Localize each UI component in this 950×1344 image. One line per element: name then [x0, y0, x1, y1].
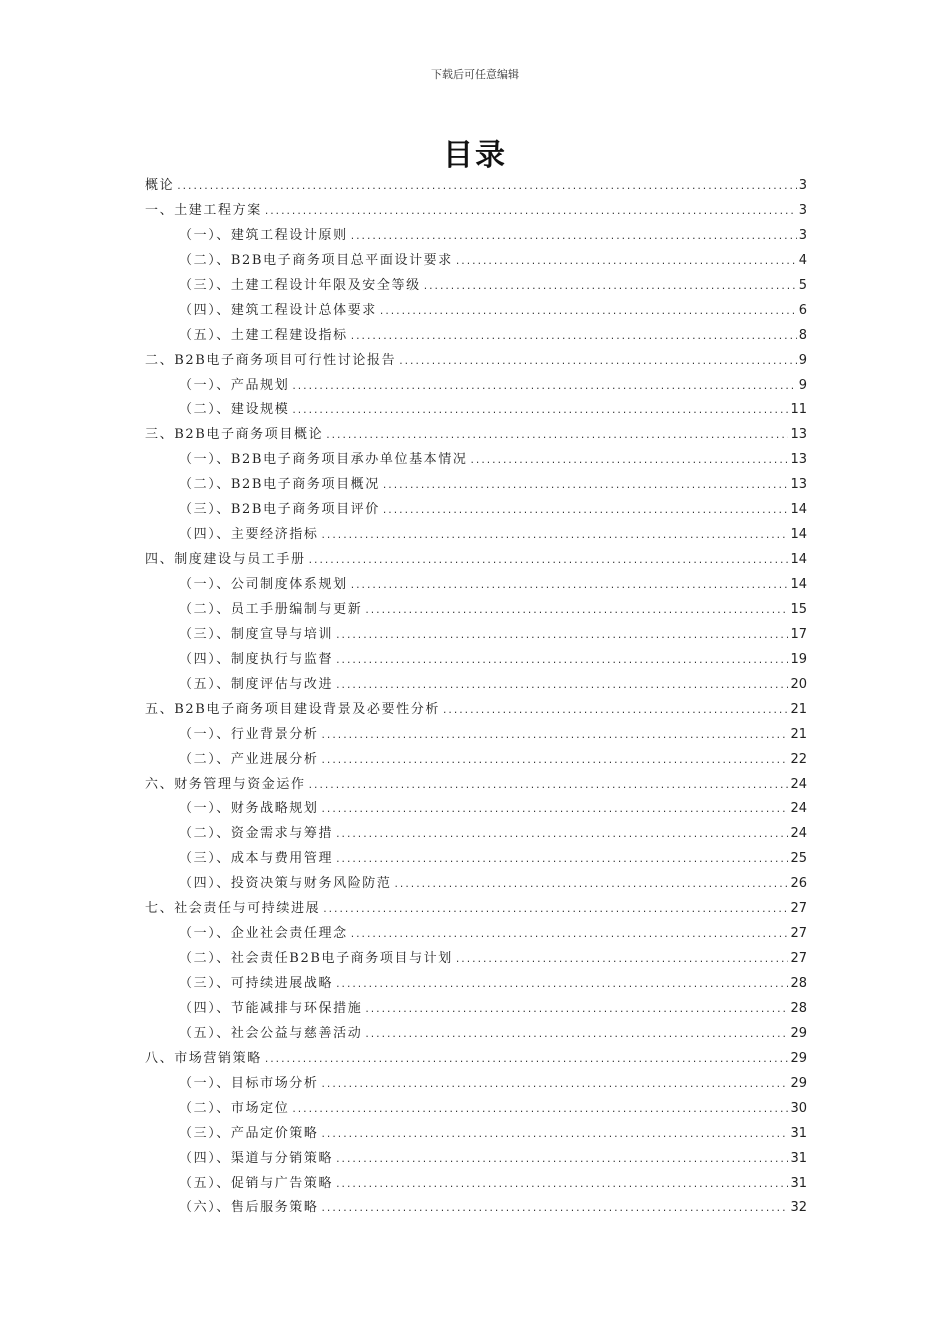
toc-entry[interactable]	[145, 872, 807, 897]
dot-leader	[442, 699, 788, 724]
toc-entry-page-number: 3	[798, 178, 807, 193]
toc-entry[interactable]	[145, 498, 807, 523]
dot-leader	[321, 798, 789, 823]
toc-entry-label: 七、社会责任与可持续进展	[145, 901, 321, 917]
toc-entry[interactable]	[145, 797, 807, 822]
toc-entry-page-number: 4	[798, 252, 807, 268]
toc-entry-label: （一）、企业社会责任理念	[179, 926, 348, 942]
toc-entry-label: （三）、产品定价策略	[179, 1125, 319, 1141]
toc-entry-page-number: 11	[790, 402, 807, 418]
toc-entry[interactable]	[145, 1122, 807, 1147]
toc-entry[interactable]	[145, 1172, 807, 1197]
toc-entry-page-number: 14	[790, 527, 807, 543]
toc-entry-label: 四、制度建设与员工手册	[145, 552, 306, 568]
toc-entry-label: （二）、B2B电子商务项目概况	[179, 477, 380, 493]
toc-entry-page-number: 9	[798, 352, 807, 368]
dot-leader	[455, 948, 789, 973]
toc-entry[interactable]	[145, 299, 807, 324]
toc-entry[interactable]	[145, 274, 807, 299]
toc-entry[interactable]	[145, 548, 807, 573]
toc-entry[interactable]	[145, 1022, 807, 1047]
toc-entry-page-number: 26	[790, 876, 807, 892]
dot-leader	[423, 275, 797, 300]
dot-leader	[350, 225, 797, 250]
dot-leader	[335, 823, 788, 848]
toc-entry-label: （二）、资金需求与筹措	[179, 826, 334, 842]
toc-entry-page-number: 28	[790, 976, 807, 991]
toc-entry[interactable]	[145, 947, 807, 972]
toc-entry-label: （一）、目标市场分析	[179, 1075, 319, 1091]
toc-entry[interactable]	[145, 997, 807, 1022]
toc-entry-label: （三）、成本与费用管理	[179, 851, 334, 867]
toc-entry-page-number: 31	[790, 1150, 807, 1166]
toc-entry-label: （四）、建筑工程设计总体要求	[179, 302, 377, 318]
toc-entry-label: （一）、建筑工程设计原则	[179, 227, 348, 243]
dot-leader	[321, 1197, 789, 1222]
toc-entry[interactable]	[145, 448, 807, 473]
toc-entry-label: （五）、社会公益与慈善活动	[179, 1025, 363, 1041]
toc-entry-page-number: 14	[790, 552, 807, 568]
toc-entry[interactable]	[145, 822, 807, 847]
toc-entry-page-number: 13	[790, 427, 807, 443]
toc-entry-label: （三）、土建工程设计年限及安全等级	[179, 277, 421, 293]
toc-entry-page-number: 21	[790, 701, 807, 717]
toc-entry[interactable]	[145, 398, 807, 423]
toc-entry-page-number: 24	[790, 801, 807, 817]
dot-leader	[335, 973, 788, 998]
toc-entry-label: （二）、市场定位	[179, 1100, 290, 1116]
dot-leader	[335, 624, 788, 649]
dot-leader	[308, 774, 789, 799]
dot-leader	[379, 300, 797, 325]
toc-entry[interactable]	[145, 773, 807, 798]
toc-entry[interactable]	[145, 847, 807, 872]
toc-entry[interactable]	[145, 199, 807, 224]
toc-entry-page-number: 27	[790, 951, 807, 967]
toc-entry-label: （三）、可持续进展战略	[179, 976, 334, 991]
toc-entry-page-number: 3	[798, 202, 807, 218]
toc-entry[interactable]	[145, 897, 807, 922]
header-note: 下载后可任意编辑	[431, 68, 519, 81]
toc-entry-label: （四）、投资决策与财务风险防范	[179, 876, 392, 892]
toc-entry-page-number: 31	[790, 1175, 807, 1191]
toc-entry[interactable]	[145, 698, 807, 723]
toc-entry-label: （二）、建设规模	[179, 402, 290, 418]
toc-entry-label: （四）、制度执行与监督	[179, 651, 334, 667]
dot-leader	[176, 175, 797, 200]
dot-leader	[364, 998, 788, 1023]
toc-entry-page-number: 31	[790, 1125, 807, 1141]
toc-entry-label: （五）、土建工程建设指标	[179, 327, 348, 343]
dot-leader	[335, 674, 788, 699]
toc-entry[interactable]	[145, 648, 807, 673]
toc-entry-page-number: 29	[790, 1075, 807, 1091]
toc-entry-label: （三）、B2B电子商务项目评价	[179, 502, 380, 518]
dot-leader	[335, 1148, 788, 1173]
toc-entry-page-number: 6	[798, 302, 807, 318]
dot-leader	[322, 898, 788, 923]
toc-entry[interactable]	[145, 374, 807, 399]
toc-entry-page-number: 9	[798, 377, 807, 393]
dot-leader	[335, 649, 788, 674]
dot-leader	[364, 1023, 788, 1048]
toc-entry-page-number: 29	[790, 1025, 807, 1041]
toc-entry-page-number: 17	[790, 626, 807, 642]
toc-entry-label: （一）、B2B电子商务项目承办单位基本情况	[179, 452, 468, 468]
toc-entry-page-number: 20	[790, 676, 807, 692]
toc-entry-page-number: 8	[798, 327, 807, 343]
toc-entry[interactable]	[145, 523, 807, 548]
toc-title: 目录	[443, 138, 507, 173]
dot-leader	[291, 375, 796, 400]
toc-entry-label: （二）、产业进展分析	[179, 751, 319, 767]
toc-entry-label: 一、土建工程方案	[145, 202, 262, 218]
dot-leader	[335, 1173, 788, 1198]
dot-leader	[264, 200, 797, 225]
toc-entry-page-number: 19	[790, 651, 807, 667]
toc-entry[interactable]	[145, 1072, 807, 1097]
dot-leader	[394, 873, 789, 898]
toc-entry-label: （四）、渠道与分销策略	[179, 1150, 334, 1166]
toc-entry-label: （二）、员工手册编制与更新	[179, 601, 363, 617]
dot-leader	[455, 250, 797, 275]
dot-leader	[291, 399, 788, 424]
dot-leader	[364, 599, 788, 624]
toc-entry-page-number: 3	[798, 227, 807, 243]
dot-leader	[398, 350, 797, 375]
toc-entry-page-number: 27	[790, 901, 807, 917]
toc-entry[interactable]	[145, 598, 807, 623]
toc-entry-page-number: 22	[790, 751, 807, 767]
toc-entry-label: （一）、财务战略规划	[179, 801, 319, 817]
toc-entry[interactable]	[145, 748, 807, 773]
toc-entry-page-number: 5	[798, 277, 807, 293]
toc-entry-page-number: 24	[790, 826, 807, 842]
dot-leader	[264, 1048, 789, 1073]
toc-entry-page-number: 13	[790, 452, 807, 468]
dot-leader	[350, 325, 797, 350]
toc-entry[interactable]	[145, 972, 807, 997]
toc-entry-label: 八、市场营销策略	[145, 1050, 262, 1066]
toc-entry-label: 二、B2B电子商务项目可行性讨论报告	[145, 352, 397, 368]
dot-leader	[321, 749, 789, 774]
toc-entry-page-number: 30	[790, 1100, 807, 1116]
toc-entry-label: （三）、制度宣导与培训	[179, 626, 334, 642]
dot-leader	[291, 1098, 788, 1123]
toc-entry-label: （二）、B2B电子商务项目总平面设计要求	[179, 252, 453, 268]
toc-entry-label: （五）、促销与广告策略	[179, 1175, 334, 1191]
toc-entry[interactable]	[145, 623, 807, 648]
dot-leader	[325, 424, 788, 449]
dot-leader	[321, 724, 789, 749]
dot-leader	[308, 549, 789, 574]
toc-entry[interactable]	[145, 1097, 807, 1122]
toc-entry-page-number: 15	[790, 601, 807, 617]
table-of-contents	[145, 174, 807, 1221]
dot-leader	[382, 474, 789, 499]
toc-entry-label: （四）、主要经济指标	[179, 527, 319, 543]
toc-entry-page-number: 24	[790, 776, 807, 792]
toc-entry-label: （五）、制度评估与改进	[179, 676, 334, 692]
toc-entry[interactable]	[145, 349, 807, 374]
dot-leader	[350, 574, 789, 599]
toc-entry[interactable]	[145, 473, 807, 498]
toc-entry-label: 概论	[145, 178, 175, 193]
toc-entry[interactable]	[145, 1047, 807, 1072]
toc-entry[interactable]	[145, 324, 807, 349]
dot-leader	[335, 848, 788, 873]
toc-entry-page-number: 32	[790, 1200, 807, 1216]
toc-entry[interactable]	[145, 423, 807, 448]
toc-entry-label: （一）、公司制度体系规划	[179, 577, 348, 592]
toc-entry-page-number: 28	[790, 1000, 807, 1016]
dot-leader	[321, 524, 789, 549]
toc-entry[interactable]	[145, 723, 807, 748]
dot-leader	[469, 449, 788, 474]
toc-entry-label: （一）、行业背景分析	[179, 726, 319, 742]
toc-entry[interactable]	[145, 224, 807, 249]
toc-entry[interactable]	[145, 1196, 807, 1221]
toc-entry-label: 六、财务管理与资金运作	[145, 776, 306, 792]
dot-leader	[382, 499, 789, 524]
toc-entry-page-number: 14	[790, 502, 807, 518]
toc-entry[interactable]	[145, 922, 807, 947]
toc-entry[interactable]	[145, 573, 807, 598]
toc-entry[interactable]	[145, 249, 807, 274]
toc-entry-label: 五、B2B电子商务项目建设背景及必要性分析	[145, 701, 440, 717]
toc-entry-page-number: 13	[790, 477, 807, 493]
toc-entry-label: （六）、售后服务策略	[179, 1200, 319, 1216]
toc-entry-page-number: 14	[790, 577, 807, 592]
dot-leader	[321, 1073, 789, 1098]
toc-entry[interactable]	[145, 673, 807, 698]
toc-entry[interactable]	[145, 1147, 807, 1172]
toc-entry-page-number: 25	[790, 851, 807, 867]
toc-entry-label: （二）、社会责任B2B电子商务项目与计划	[179, 951, 453, 967]
toc-entry-page-number: 27	[790, 926, 807, 942]
toc-entry-label: （一）、产品规划	[179, 377, 290, 393]
dot-leader	[321, 1123, 789, 1148]
dot-leader	[350, 923, 789, 948]
toc-entry-page-number: 29	[790, 1050, 807, 1066]
toc-entry-page-number: 21	[790, 726, 807, 742]
toc-entry-label: 三、B2B电子商务项目概论	[145, 427, 324, 443]
toc-entry[interactable]	[145, 174, 807, 199]
toc-entry-label: （四）、节能减排与环保措施	[179, 1000, 363, 1016]
